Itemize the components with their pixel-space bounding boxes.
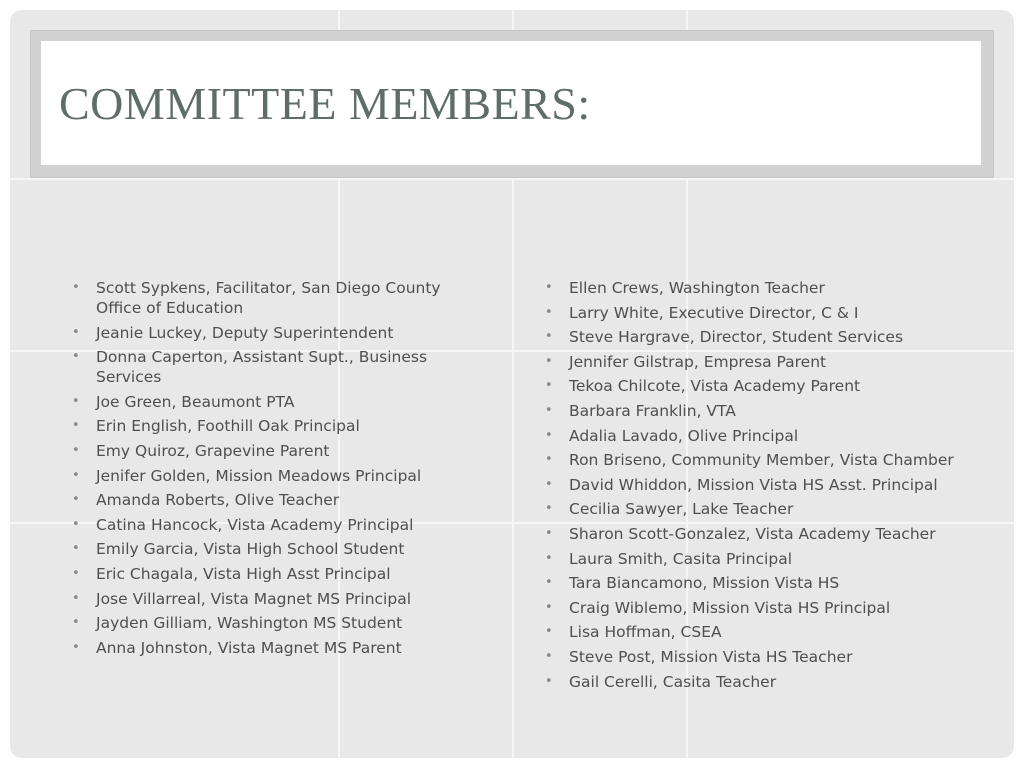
bullet-icon: • xyxy=(72,467,80,483)
bullet-icon: • xyxy=(545,550,553,566)
member-list-item xyxy=(70,515,490,535)
member-list-item xyxy=(543,327,963,347)
member-list-item xyxy=(543,352,963,372)
bullet-icon: • xyxy=(545,599,553,615)
member-list-item xyxy=(70,441,490,461)
bullet-icon: • xyxy=(72,565,80,581)
member-name: Emy Quiroz, Grapevine Parent xyxy=(96,441,330,460)
bullet-icon: • xyxy=(545,353,553,369)
member-name: Amanda Roberts, Olive Teacher xyxy=(96,491,340,510)
bullet-icon: • xyxy=(72,324,80,340)
member-list-item xyxy=(70,589,490,609)
background-gridline xyxy=(10,178,1014,180)
member-name: Sharon Scott-Gonzalez, Vista Academy Teacher xyxy=(569,524,936,543)
bullet-icon: • xyxy=(545,501,553,517)
member-name: Scott Sypkens, Facilitator, San Diego County Office of Education xyxy=(96,279,441,317)
member-list-item xyxy=(543,573,963,593)
member-name: Anna Johnston, Vista Magnet MS Parent xyxy=(96,638,402,657)
bullet-icon: • xyxy=(545,525,553,541)
member-list-item xyxy=(70,347,490,387)
bullet-icon: • xyxy=(545,304,553,320)
bullet-icon: • xyxy=(72,442,80,458)
member-list-item xyxy=(543,475,963,495)
member-list-item xyxy=(70,490,490,510)
bullet-icon: • xyxy=(72,418,80,434)
bullet-icon: • xyxy=(545,452,553,468)
member-name: Gail Cerelli, Casita Teacher xyxy=(569,672,777,691)
member-name: Tekoa Chilcote, Vista Academy Parent xyxy=(569,377,861,396)
slide-canvas xyxy=(10,10,1014,758)
member-list-item xyxy=(543,647,963,667)
member-list-item xyxy=(70,613,490,633)
member-name: Emily Garcia, Vista High School Student xyxy=(96,540,405,559)
member-list-item xyxy=(70,278,490,318)
slide-title: COMMITTEE MEMBERS: xyxy=(59,78,591,129)
member-name: Donna Caperton, Assistant Supt., Business Services xyxy=(96,348,428,387)
member-list-item xyxy=(70,638,490,658)
member-name: Larry White, Executive Director, C & I xyxy=(569,303,859,322)
bullet-icon: • xyxy=(72,639,80,655)
title-box xyxy=(41,41,981,165)
member-list-item xyxy=(543,622,963,642)
member-list-item xyxy=(70,466,490,486)
member-list-item xyxy=(70,416,490,436)
member-list-item xyxy=(543,549,963,569)
bullet-icon: • xyxy=(72,393,80,409)
member-name: Adalia Lavado, Olive Principal xyxy=(569,426,799,445)
member-name: Ellen Crews, Washington Teacher xyxy=(569,279,825,297)
member-name: Erin English, Foothill Oak Principal xyxy=(96,417,360,436)
member-list-item xyxy=(543,426,963,446)
member-list-item xyxy=(543,303,963,323)
member-list-item xyxy=(70,323,490,343)
bullet-icon: • xyxy=(545,648,553,664)
member-name: Lisa Hoffman, CSEA xyxy=(569,623,722,642)
member-list-item xyxy=(543,401,963,421)
title-frame xyxy=(30,30,994,178)
member-name: Steve Post, Mission Vista HS Teacher xyxy=(569,647,853,666)
member-list-item xyxy=(70,392,490,412)
member-list-item xyxy=(543,524,963,544)
member-name: Ron Briseno, Community Member, Vista Chamber xyxy=(569,451,954,470)
member-list-item xyxy=(70,564,490,584)
bullet-icon: • xyxy=(545,624,553,640)
member-name: Jose Villarreal, Vista Magnet MS Principal xyxy=(96,589,412,608)
member-name: Jayden Gilliam, Washington MS Student xyxy=(96,614,403,633)
member-list-item xyxy=(70,539,490,559)
bullet-icon: • xyxy=(72,349,80,365)
member-name: Jennifer Gilstrap, Empresa Parent xyxy=(569,352,827,371)
bullet-icon: • xyxy=(545,378,553,394)
member-name: Craig Wiblemo, Mission Vista HS Principal xyxy=(569,598,891,617)
member-list-item xyxy=(543,499,963,519)
bullet-icon: • xyxy=(72,280,80,295)
bullet-icon: • xyxy=(72,492,80,508)
member-name: Laura Smith, Casita Principal xyxy=(569,549,793,568)
member-name: Jenifer Golden, Mission Meadows Principal xyxy=(96,466,422,485)
member-list-item xyxy=(543,598,963,618)
member-name: Barbara Franklin, VTA xyxy=(569,401,736,420)
bullet-icon: • xyxy=(72,590,80,606)
bullet-icon: • xyxy=(545,280,553,295)
member-name: Joe Green, Beaumont PTA xyxy=(96,392,295,411)
bullet-icon: • xyxy=(72,516,80,532)
member-name: Tara Biancamono, Mission Vista HS xyxy=(569,574,840,593)
bullet-icon: • xyxy=(545,575,553,591)
bullet-icon: • xyxy=(545,402,553,418)
member-name: Cecilia Sawyer, Lake Teacher xyxy=(569,500,794,519)
right-member-list xyxy=(543,278,963,696)
member-list-item xyxy=(543,672,963,692)
member-name: David Whiddon, Mission Vista HS Asst. Principal xyxy=(569,475,938,494)
bullet-icon: • xyxy=(545,673,553,689)
bullet-icon: • xyxy=(545,427,553,443)
member-name: Steve Hargrave, Director, Student Services xyxy=(569,328,904,347)
bullet-icon: • xyxy=(72,541,80,557)
bullet-icon: • xyxy=(545,476,553,492)
member-list-item xyxy=(543,278,963,298)
bullet-icon: • xyxy=(545,329,553,345)
member-name: Catina Hancock, Vista Academy Principal xyxy=(96,515,414,534)
bullet-icon: • xyxy=(72,615,80,631)
member-list-item xyxy=(543,450,963,470)
member-name: Eric Chagala, Vista High Asst Principal xyxy=(96,564,391,583)
member-list-item xyxy=(543,376,963,396)
left-member-list xyxy=(70,278,490,662)
member-name: Jeanie Luckey, Deputy Superintendent xyxy=(96,323,394,342)
